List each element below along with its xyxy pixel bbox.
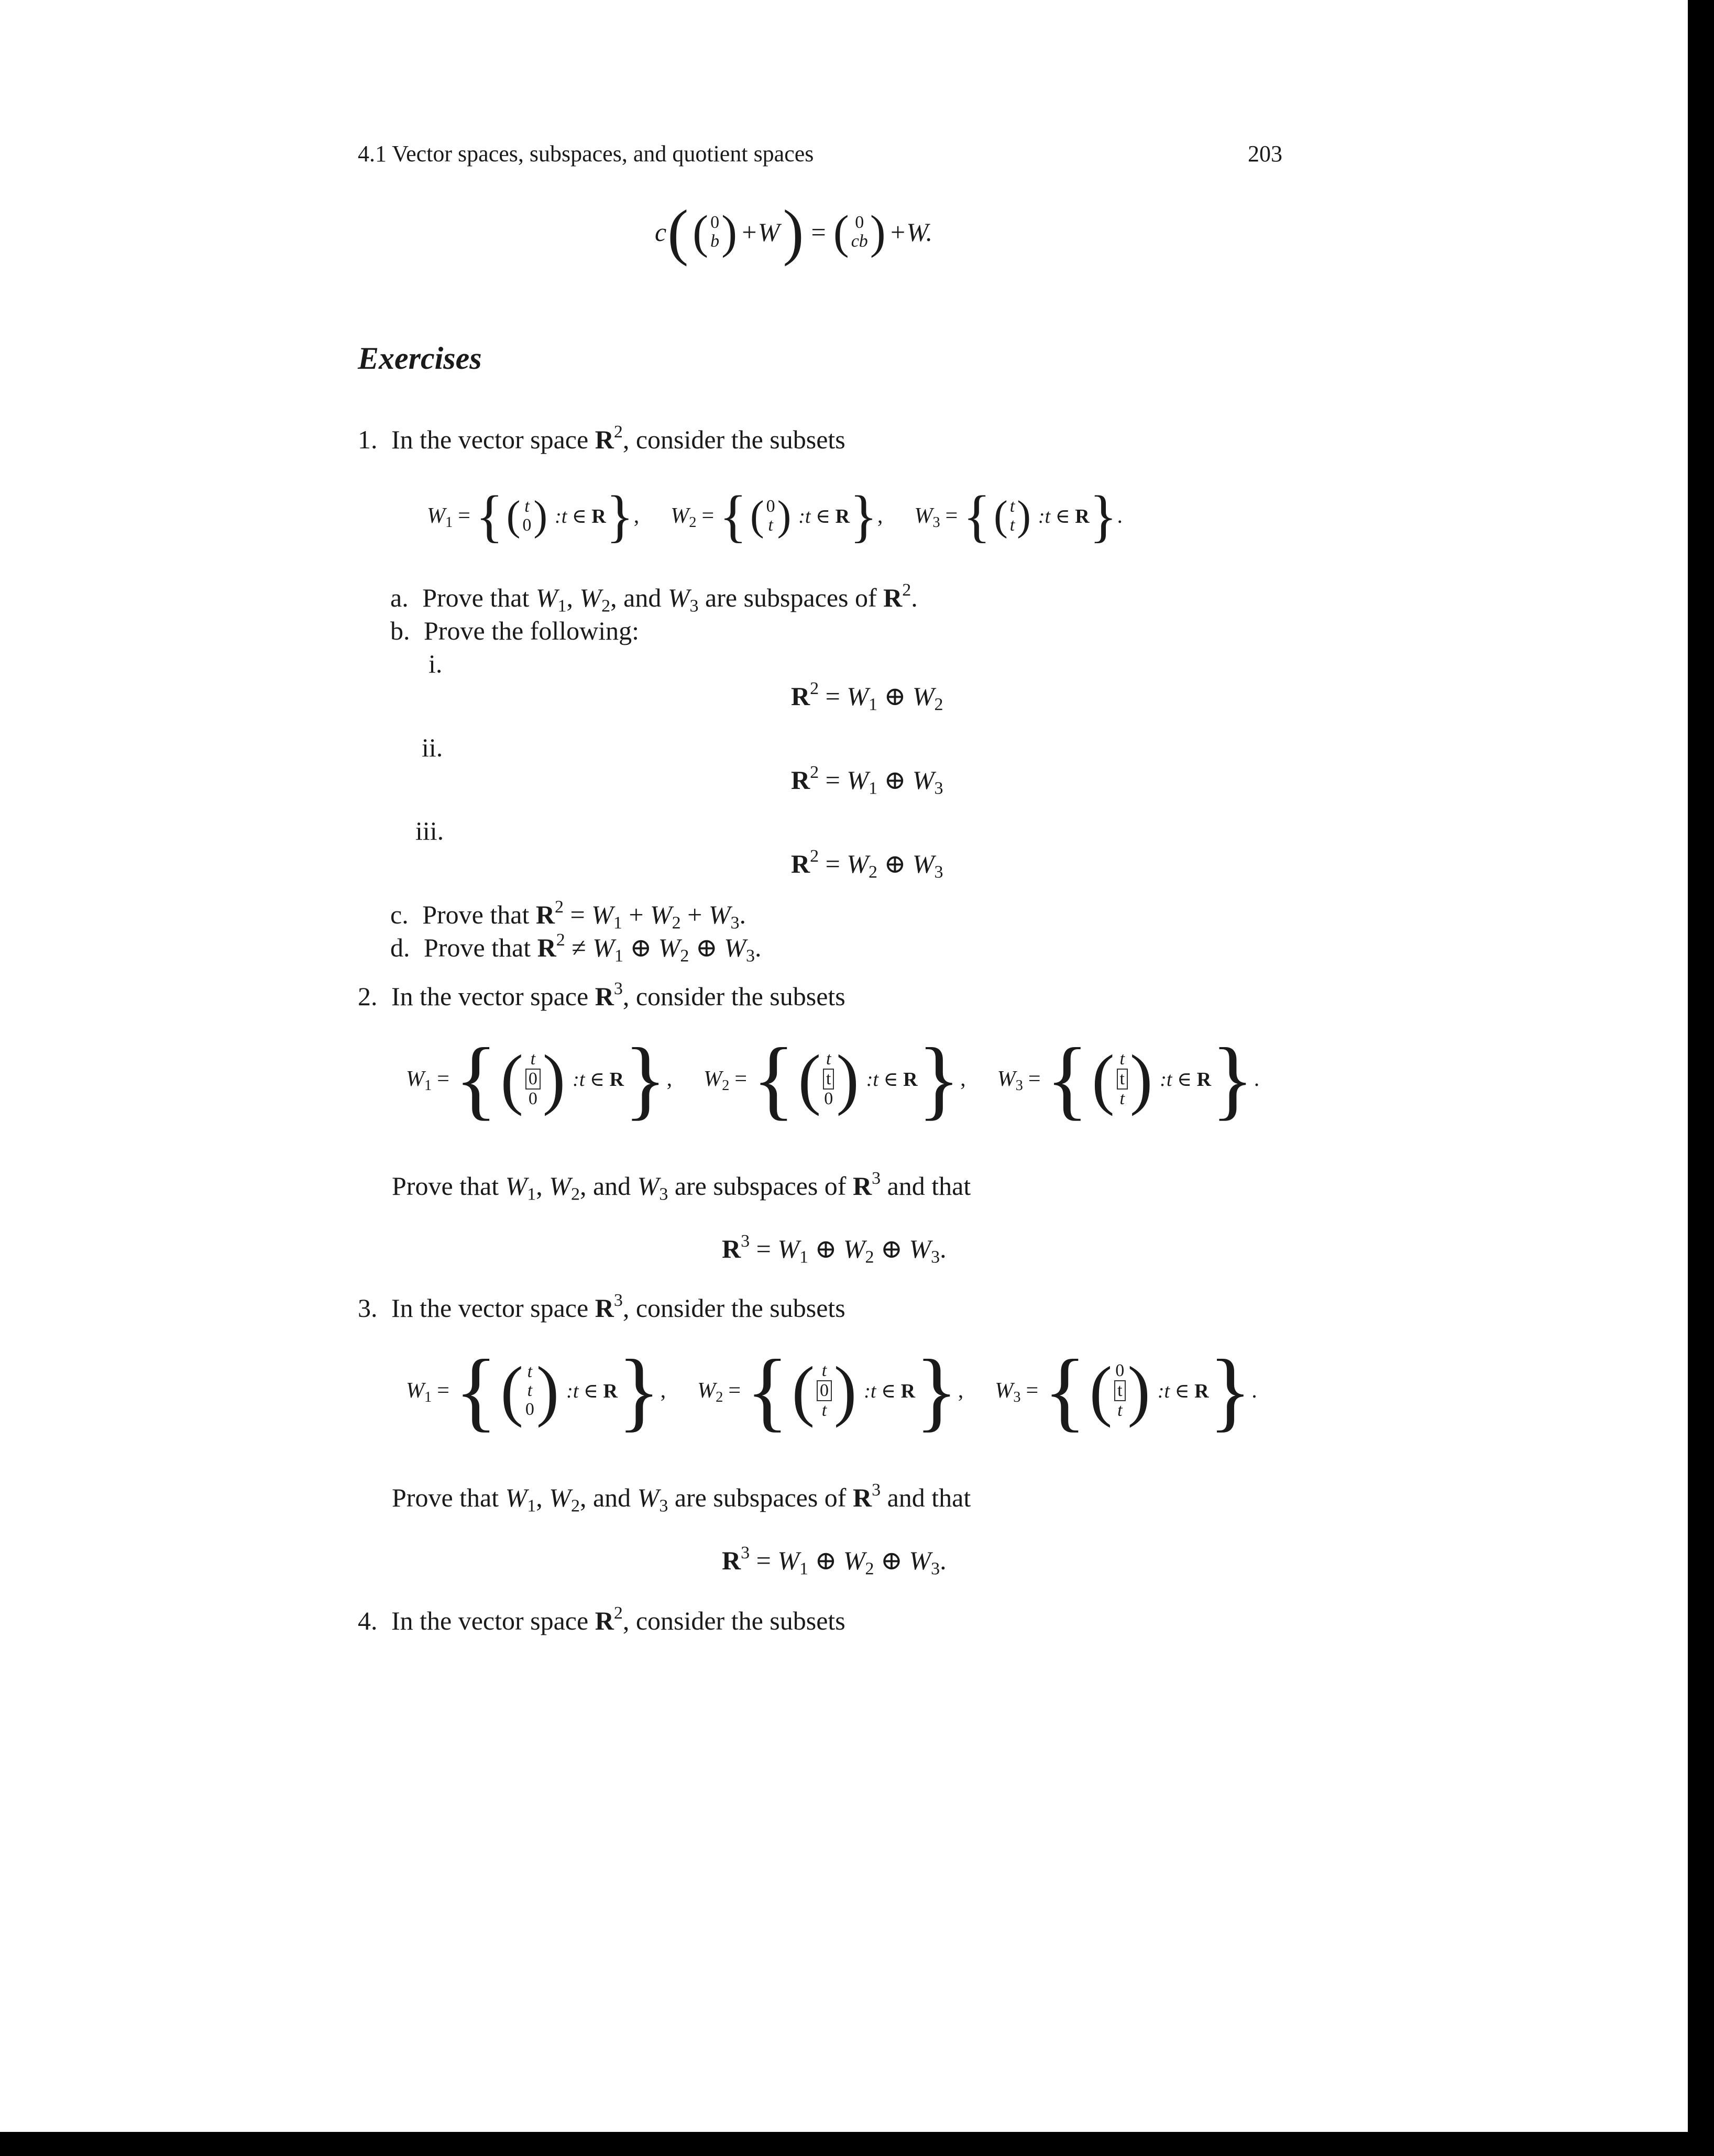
paren-close: )	[783, 197, 804, 267]
exercise-2-prove: Prove that $W_1$, $W_2$, and $W_3$ are subspaces of $R^3$ and that	[392, 1168, 971, 1204]
exercise-3-prove: Prove that $W_1$, $W_2$, and $W_3$ are subspaces of $R^3$ and that	[392, 1480, 971, 1516]
ex2-subset-w2: $W_2$ = { ( t t 0 ) :t ∈ R } ,	[704, 1029, 966, 1128]
exercises-heading: Exercises	[358, 341, 482, 376]
exercise-3-intro: 3. In the vector space $R^3$, consider the subsets	[358, 1290, 845, 1323]
page-number: 203	[1248, 141, 1282, 167]
exercise-1b-iii-label: iii.	[415, 816, 444, 845]
exercise-4-intro: 4. In the vector space $R^2$, consider the subsets	[358, 1603, 845, 1635]
screen-edge-bottom	[0, 2132, 1714, 2156]
exercise-number: 1.	[358, 425, 378, 454]
paren-open: (	[667, 197, 689, 267]
ex3-subset-w1: $W_1$ = { ( t t 0 ) :t ∈ R } ,	[406, 1341, 666, 1440]
exercise-3-subsets	[406, 1341, 1257, 1440]
scalar-c: c	[655, 217, 667, 247]
exercise-1d: d. Prove that $R^2 \ne W_1$ ⊕ $W_2$ ⊕ $W_3$.	[390, 930, 762, 966]
exercise-1-intro: 1. In the vector space $R^2$, consider the subsets	[358, 422, 845, 454]
exercise-1b-iii-eq: $R^2 = W_2$ ⊕ $W_3$	[791, 846, 943, 882]
exercise-1b-i-eq: $R^2 = W_1$ ⊕ $W_2$	[791, 678, 943, 714]
subset-w3: $W_3$ = { ( t t ) :t ∈ R } .	[914, 483, 1123, 548]
exercise-1a: a. Prove that $W_1$, $W_2$, and $W_3$ are subspaces of $R^2$.	[390, 580, 918, 616]
plus-w-end: +W.	[888, 217, 933, 247]
exercise-1b-ii-eq: $R^2 = W_1$ ⊕ $W_3$	[791, 762, 943, 798]
screen-edge-right	[1688, 0, 1714, 2156]
ex3-subset-w3: $W_3$ = { ( 0 t t ) :t ∈ R } .	[995, 1341, 1257, 1440]
exercise-2-intro: 2. In the vector space $R^3$, consider the subsets	[358, 978, 845, 1011]
section-title: 4.1 Vector spaces, subspaces, and quotient spaces	[358, 141, 814, 167]
exercise-3-equation: $R^3 = W_1$ ⊕ $W_2$ ⊕ $W_3$.	[722, 1543, 947, 1579]
exercise-1c: c. Prove that $R^2 = W_1 + W_2 + W_3$.	[390, 897, 746, 933]
exercise-1-subsets	[427, 482, 1123, 550]
subset-w2: $W_2$ = { ( 0 t ) :t ∈ R } ,	[671, 483, 883, 548]
ex2-subset-w1: $W_1$ = { ( t 0 0 ) :t ∈ R } ,	[406, 1029, 673, 1128]
top-equation	[655, 198, 932, 266]
plus-w: +W	[740, 217, 780, 247]
exercise-1b-i-label: i.	[429, 649, 443, 678]
exercise-1b-ii-label: ii.	[422, 733, 443, 762]
exercise-2-subsets	[406, 1029, 1259, 1129]
vector-0-b: ( 0 b )	[693, 206, 738, 258]
ex2-subset-w3: $W_3$ = { ( t t t ) :t ∈ R } .	[997, 1029, 1260, 1128]
ex3-subset-w2: $W_2$ = { ( t 0 t ) :t ∈ R } ,	[697, 1341, 964, 1440]
subset-w1: $W_1$ = { ( t 0 ) :t ∈ R } ,	[427, 483, 640, 548]
exercise-1b: b. Prove the following:	[390, 616, 640, 645]
equals-sign: =	[811, 217, 826, 247]
exercise-2-equation: $R^3 = W_1$ ⊕ $W_2$ ⊕ $W_3$.	[722, 1231, 947, 1267]
vector-0-cb: ( 0 cb )	[833, 206, 886, 258]
